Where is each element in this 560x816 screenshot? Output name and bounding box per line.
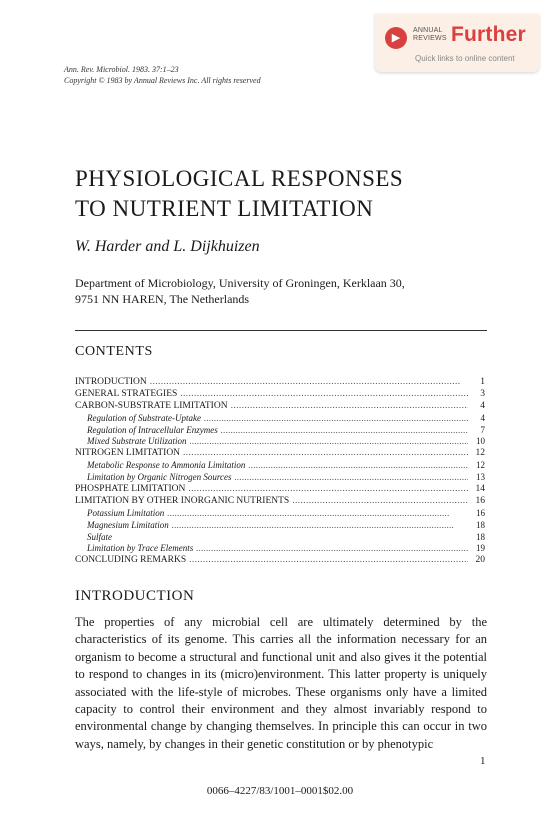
title-line-1: PHYSIOLOGICAL RESPONSES (75, 166, 404, 191)
toc-leader-dots (231, 400, 468, 412)
toc-entry[interactable] (75, 495, 485, 507)
right-arrow-icon: ▶ (385, 27, 407, 49)
further-banner-link[interactable] (375, 14, 539, 72)
toc-entry-page: 18 (476, 531, 485, 542)
banner-brand: Further (451, 23, 526, 46)
toc-entry-page: 7 (480, 424, 485, 435)
toc-entry-page: 16 (476, 507, 485, 518)
toc-entry[interactable] (75, 542, 485, 554)
article-title (75, 164, 403, 224)
toc-entry-label: Potassium Limitation (87, 507, 165, 518)
toc-entry-page: 4 (480, 412, 485, 423)
toc-entry[interactable] (75, 400, 485, 412)
toc-entry-label: NITROGEN LIMITATION (75, 448, 181, 459)
toc-entry-label: CONCLUDING REMARKS (75, 555, 187, 566)
toc-entry-label: LIMITATION BY OTHER INORGANIC NUTRIENTS (75, 495, 290, 506)
toc-entry-page: 19 (476, 543, 485, 554)
toc-entry[interactable] (75, 554, 485, 566)
toc-leader-dots (188, 483, 468, 495)
toc-entry-label: Magnesium Limitation (87, 519, 169, 530)
toc-entry-label: GENERAL STRATEGIES (75, 388, 178, 399)
citation-copyright: Copyright © 1983 by Annual Reviews Inc. All rights reserved (64, 76, 261, 85)
citation (64, 64, 261, 86)
toc-leader-dots (190, 435, 469, 447)
toc-entry-label: PHOSPHATE LIMITATION (75, 484, 186, 495)
title-line-2: TO NUTRIENT LIMITATION (75, 196, 374, 221)
banner-reviews-label: REVIEWS (413, 35, 447, 42)
affiliation-line-2: 9751 NN HAREN, The Netherlands (75, 292, 250, 306)
toc-entry-label: Mixed Substrate Utilization (87, 436, 187, 447)
toc-entry-label: Regulation of Intracellular Enzymes (87, 424, 218, 435)
toc-leader-dots (172, 519, 468, 531)
divider (75, 330, 487, 331)
toc-entry-page: 12 (475, 448, 485, 459)
toc-entry[interactable] (75, 412, 485, 424)
affiliation-line-1: Department of Microbiology, University of Groningen, Kerklaan 30, (75, 276, 405, 290)
toc-entry[interactable] (75, 459, 485, 471)
toc-leader-dots (150, 376, 468, 388)
toc-entry-page: 16 (475, 495, 485, 506)
authors: W. Harder and L. Dijkhuizen (75, 238, 260, 255)
toc-entry-page: 18 (476, 519, 485, 530)
introduction-text: The properties of any microbial cell are ultimately determined by the characteristics of its genome. This carries all the information necessary for an organism to become a structural and functional unit and also gives it the potential to respond to changes in its (micro)environment. This latter property is uniquely associated with the life-style of microbes. These organisms only have a limited capacity to control their environment and they almost invariably respond to environmental change by changing themselves. In principle this can occur in two ways, namely, by changes in their genetic constitution or by phenotypic (75, 615, 487, 751)
toc-leader-dots (167, 507, 468, 519)
banner-annual-label: ANNUAL (413, 27, 443, 34)
toc-entry[interactable] (75, 435, 485, 447)
toc-leader-dots (248, 459, 468, 471)
toc-entry-label: Sulfate (87, 531, 112, 542)
toc-entry-label: Limitation by Trace Elements (87, 543, 194, 554)
banner-subtitle: Quick links to online content (415, 54, 515, 63)
toc-entry[interactable] (75, 388, 485, 400)
toc-entry-page: 12 (476, 460, 485, 471)
toc-leader-dots (204, 412, 468, 424)
toc-entry-label: Limitation by Organic Nitrogen Sources (87, 472, 232, 483)
table-of-contents (75, 376, 485, 566)
toc-entry-page: 13 (476, 472, 485, 483)
toc-entry-page: 3 (480, 388, 485, 399)
toc-leader-dots (183, 447, 468, 459)
toc-entry[interactable] (75, 507, 485, 519)
toc-entry[interactable] (75, 447, 485, 459)
toc-entry[interactable] (75, 424, 485, 436)
toc-entry[interactable] (75, 483, 485, 495)
toc-leader-dots (235, 471, 469, 483)
toc-entry-page: 4 (480, 400, 485, 411)
toc-leader-dots (221, 424, 468, 436)
toc-entry-label: Metabolic Response to Ammonia Limitation (87, 460, 246, 471)
toc-entry-page: 1 (480, 377, 485, 387)
toc-entry-page: 10 (476, 436, 485, 447)
toc-leader-dots (180, 388, 468, 400)
toc-entry[interactable] (75, 376, 485, 388)
citation-journal: Ann. Rev. Microbiol. 1983. 37:1–23 (64, 65, 179, 74)
affiliation (75, 275, 405, 307)
toc-entry-label: INTRODUCTION (75, 377, 147, 387)
toc-entry[interactable] (75, 519, 485, 531)
toc-entry[interactable] (75, 471, 485, 483)
toc-leader-dots (189, 554, 468, 566)
toc-entry-label: Regulation of Substrate-Uptake (87, 412, 201, 423)
toc-entry-label: CARBON-SUBSTRATE LIMITATION (75, 400, 228, 411)
toc-leader-dots (292, 495, 468, 507)
toc-leader-dots (196, 542, 468, 554)
toc-entry-page: 14 (475, 484, 485, 495)
footer-code: 0066–4227/83/1001–0001$02.00 (206, 785, 354, 797)
toc-entry[interactable] (75, 531, 485, 543)
page-number: 1 (480, 755, 486, 767)
introduction-heading: INTRODUCTION (75, 588, 195, 604)
contents-heading: CONTENTS (75, 344, 153, 359)
toc-entry-page: 20 (475, 555, 485, 566)
